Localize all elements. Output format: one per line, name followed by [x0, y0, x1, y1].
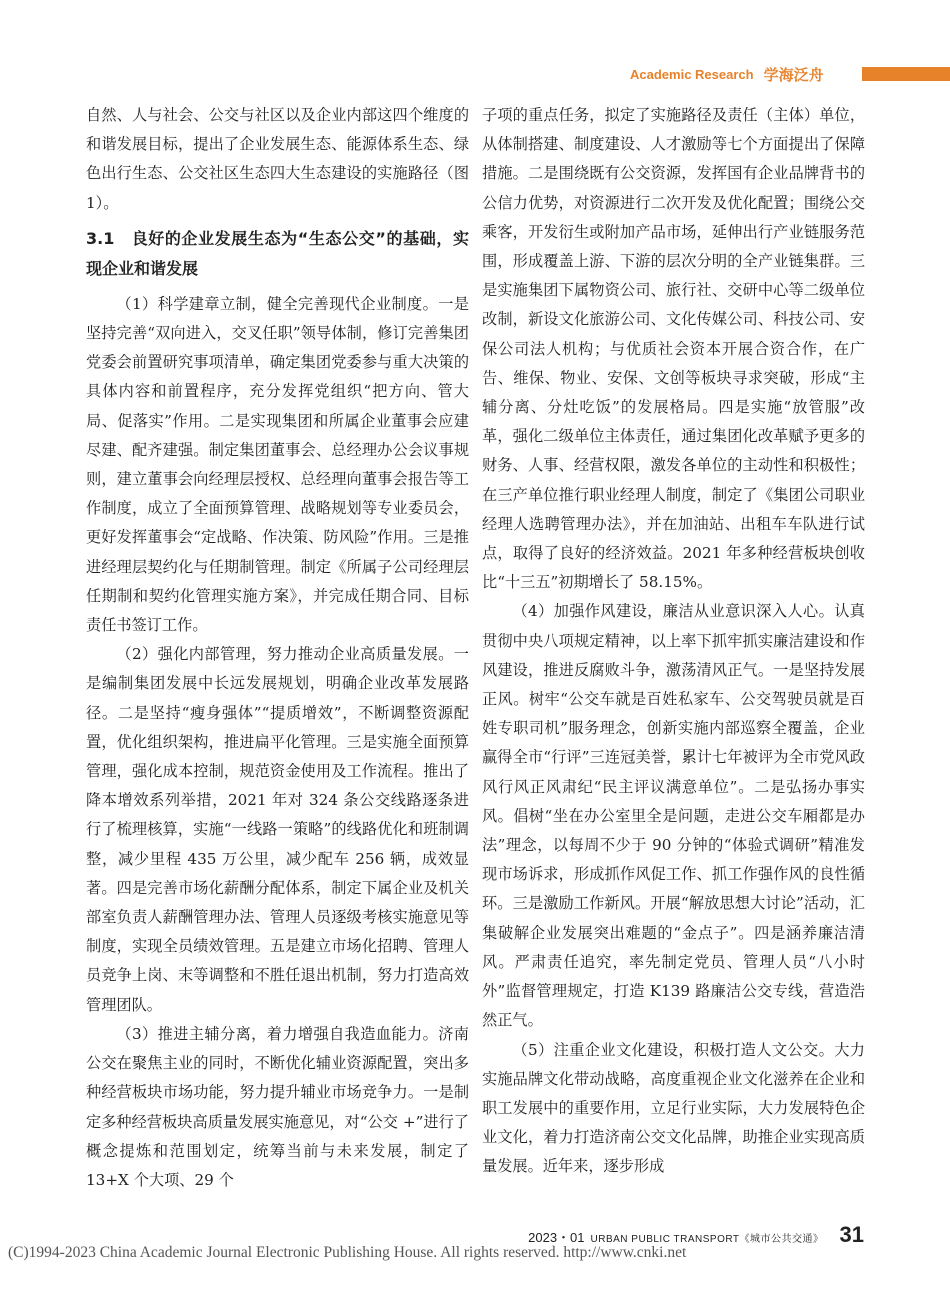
right-column: [482, 101, 865, 1182]
paragraph-2: （2）强化内部管理，努力推动企业高质量发展。一是编制集团发展中长远发展规划，明确企业改革发展路径。二是坚持“瘦身强体”“提质增效”，不断调整资源配置，优化组织架构，推进扁平化管理。三是实施全面预算管理，强化成本控制，规范资金使用及工作流程。推出了降本增效系列举措，2021 年对 324 条公交线路逐条进行了梳理核算，实施“一线路一策略”的线路优化和班制调整，减少里程 435 万公里，减少配车 256 辆，成效显著。四是完善市场化薪酬分配体系，制定下属企业及机关部室负责人薪酬管理办法、管理人员逐级考核实施意见等制度，实现全员绩效管理。五是建立市场化招聘、管理人员竞争上岗、末等调整和不胜任退出机制，努力打造高效管理团队。: [86, 645, 469, 1014]
section-title-cn: 学海泛舟: [763, 65, 824, 84]
paragraph-4: （4）加强作风建设，廉洁从业意识深入人心。认真贯彻中央八项规定精神，以上率下抓牢抓实廉洁建设和作风建设，推进反腐败斗争，激荡清风正气。一是坚持发展正风。树牢“公交车就是百姓私家车、公交驾驶员就是百姓专职司机”服务理念，创新实施内部巡察全覆盖，企业赢得全市“行评”三连冠美誉，累计七年被评为全市党风政风行风正风肃纪“民主评议满意单位”。二是弘扬办事实风。倡树“坐在办公室里全是问题，走进公交车厢都是办法”理念，以每周不少于 90 分钟的“体验式调研”精准发现市场诉求，形成抓作风促工作、抓工作强作风的良性循环。三是激励工作新风。开展“解放思想大讨论”活动，汇集破解企业发展突出难题的“金点子”。四是涵养廉洁清风。严肃责任追究，率先制定党员、管理人员“八小时外”监督管理规定，打造 K139 路廉洁公交专线，营造浩然正气。: [482, 602, 865, 1030]
left-column: [86, 101, 469, 1195]
section-heading-3-1: 3.1 良好的企业发展生态为“生态公交”的基础，实现企业和谐发展: [86, 228, 469, 278]
paragraph-5: （5）注重企业文化建设，积极打造人文公交。大力实施品牌文化带动战略，高度重视企业文化滋养在企业和职工发展中的重要作用，立足行业实际，大力发展特色企业文化，着力打造济南公交文化品牌，助推企业实现高质量发展。近年来，逐步形成: [482, 1040, 865, 1176]
issue-number: 2023・01: [528, 1230, 585, 1245]
intro-paragraph: 自然、人与社会、公交与社区以及企业内部这四个维度的和谐发展目标，提出了企业发展生态、能源体系生态、绿色出行生态、公交社区生态四大生态建设的实施路径（图 1）。: [86, 106, 469, 212]
section-accent-bar: [862, 67, 950, 81]
section-title-en: Academic Research: [630, 66, 754, 82]
paragraph-3-continued: 子项的重点任务，拟定了实施路径及责任（主体）单位，从体制搭建、制度建设、人才激励等七个方面提出了保障措施。二是围绕既有公交资源，发挥国有企业品牌背书的公信力优势，对资源进行二次开发及优化配置；围绕公交乘客，开发衍生或附加产品市场，延伸出行产业链服务范围，形成覆盖上游、下游的层次分明的全产业链集群。三是实施集团下属物资公司、旅行社、交研中心等二级单位改制，新设文化旅游公司、文化传媒公司、科技公司、安保公司法人机构；与优质社会资本开展合资合作，在广告、维保、物业、安保、文创等板块寻求突破，形成“主辅分离、分灶吃饭”的发展格局。四是实施“放管服”改革，强化二级单位主体责任，通过集团化改革赋予更多的财务、人事、经营权限，激发各单位的主动性和积极性；在三产单位推行职业经理人制度，制定了《集团公司职业经理人选聘管理办法》，并在加油站、出租车车队进行试点，取得了良好的经济效益。2021 年多种经营板块创收比“十三五”初期增长了 58.15%。: [482, 106, 865, 592]
page-number: 31: [839, 1222, 864, 1247]
paragraph-1: （1）科学建章立制，健全完善现代企业制度。一是坚持完善“双向进入，交叉任职”领导体制，修订完善集团党委会前置研究事项清单，确定集团党委参与重大决策的具体内容和前置程序，充分发挥党组织“把方向、管大局、促落实”作用。二是实现集团和所属企业董事会应建尽建、配齐建强。制定集团董事会、总经理办公会议事规则，建立董事会向经理层授权、总经理向董事会报告等工作制度，成立了全面预算管理、战略规划等专业委员会，更好发挥董事会“定战略、作决策、防风险”作用。三是推进经理层契约化与任期制管理。制定《所属子公司经理层任期制和契约化管理实施方案》，并完成任期合同、目标责任书签订工作。: [86, 294, 469, 635]
paragraph-3: （3）推进主辅分离，着力增强自我造血能力。济南公交在聚焦主业的同时，不断优化辅业资源配置，突出多种经营板块市场功能，努力提升辅业市场竞争力。一是制定多种经营板块高质量发展实施意见，对“公交 +”进行了概念提炼和范围划定，统筹当前与未来发展，制定了 13+X 个大项、29 个: [86, 1024, 469, 1189]
section-header: [630, 64, 824, 84]
journal-name: URBAN PUBLIC TRANSPORT《城市公共交通》: [590, 1234, 824, 1245]
page-footer: [528, 1222, 864, 1247]
copyright-notice: (C)1994-2023 China Academic Journal Electronic Publishing House. All rights reserved. http://www.cnki.net: [8, 1244, 687, 1261]
